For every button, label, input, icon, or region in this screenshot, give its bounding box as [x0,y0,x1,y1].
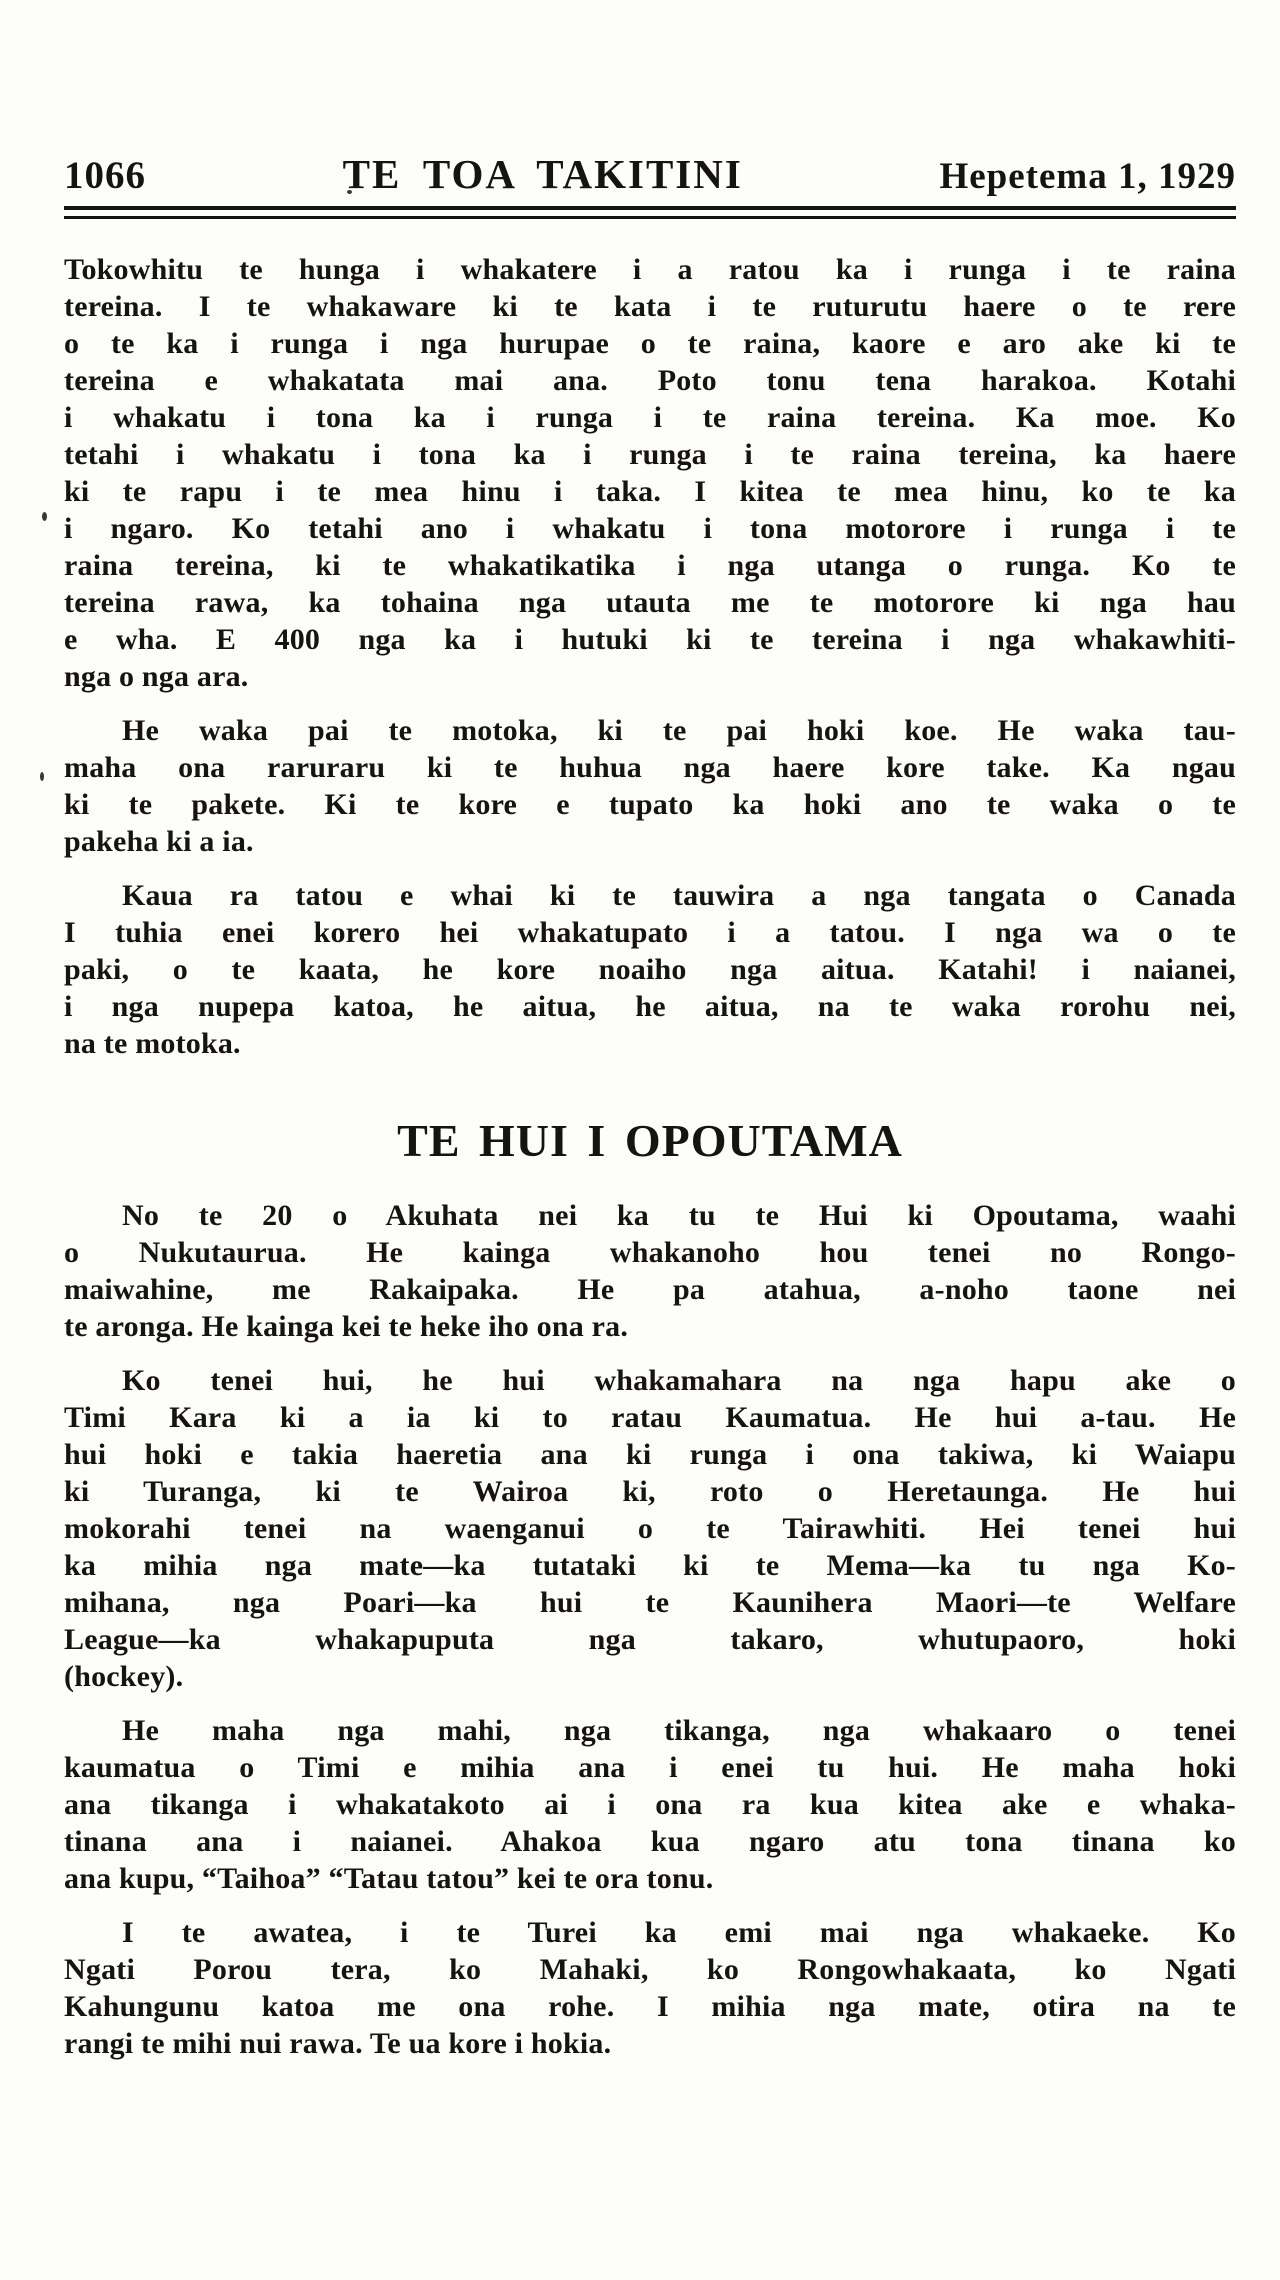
paragraph [64,1914,1236,2062]
scan-artifact [42,512,47,521]
text-line: pakeha ki a ia. [64,825,254,858]
text-line: i whakatu i tona ka i runga i te raina tereina. Ka moe. Ko [64,401,1236,434]
text-line: hui hoki e takia haeretia ana ki runga i ona takiwa, ki Waiapu [64,1438,1236,1471]
text-line: mokorahi tenei na waenganui o te Tairawhiti. Hei tenei hui [64,1512,1236,1545]
text-line: mihana, nga Poari—ka hui te Kaunihera Maori—te Welfare [64,1586,1236,1619]
article-sections [64,251,1236,2062]
text-line: tereina e whakatata mai ana. Poto tonu tena harakoa. Kotahi [64,364,1236,397]
text-line: i ngaro. Ko tetahi ano i whakatu i tona motorore i runga i te [64,512,1236,545]
masthead-rule [64,206,1236,219]
text-block [64,150,1236,2062]
text-line: na te motoka. [64,1027,241,1060]
text-line: i nga nupepa katoa, he aitua, he aitua, na te waka rorohu nei, [64,990,1236,1023]
issue-date: Hepetema 1, 1929 [939,156,1236,197]
text-line: maha ona raruraru ki te huhua nga haere kore take. Ka ngau [64,751,1236,784]
scan-artifact [40,772,44,781]
text-line: kaumatua o Timi e mihia ana i enei tu hui. He maha hoki [64,1751,1236,1784]
text-line: Kaua ra tatou e whai ki te tauwira a nga tangata o Canada [122,879,1236,912]
text-line: I te awatea, i te Turei ka emi mai nga whakaeke. Ko [122,1916,1236,1949]
paragraph [64,877,1236,1062]
text-line: maiwahine, me Rakaipaka. He pa atahua, a-noho taone nei [64,1273,1236,1306]
text-line: te aronga. He kainga kei te heke iho ona ra. [64,1310,629,1343]
text-line: tinana ana i naianei. Ahakoa kua ngaro atu tona tinana ko [64,1825,1236,1858]
section-heading: TE HUI I OPOUTAMA [397,1115,903,1166]
text-line: Tokowhitu te hunga i whakatere i a ratou ka i runga i te raina [64,253,1236,286]
masthead [64,150,1236,198]
text-line: Timi Kara ki a ia ki to ratau Kaumatua. He hui a-tau. He [64,1401,1236,1434]
text-line: ka mihia nga mate—ka tutataki ki te Mema—ka tu nga Ko- [64,1549,1236,1582]
text-line: o Nukutaurua. He kainga whakanoho hou tenei no Rongo- [64,1236,1236,1269]
text-line: ana tikanga i whakatakoto ai i ona ra kua kitea ake e whaka- [64,1788,1236,1821]
paragraph [64,1712,1236,1897]
text-line: o te ka i runga i nga hurupae o te raina, kaore e aro ake ki te [64,327,1236,360]
text-line: I tuhia enei korero hei whakatupato i a tatou. I nga wa o te [64,916,1236,949]
text-line: Kahungunu katoa me ona rohe. I mihia nga mate, otira na te [64,1990,1236,2023]
text-line: tereina rawa, ka tohaina nga utauta me te motorore ki nga hau [64,586,1236,619]
text-line: ana kupu, “Taihoa” “Tatau tatou” kei te ora tonu. [64,1862,714,1895]
text-line: ki te rapu i te mea hinu i taka. I kitea te mea hinu, ko te ka [64,475,1236,508]
text-line: No te 20 o Akuhata nei ka tu te Hui ki Opoutama, waahi [122,1199,1236,1232]
text-line: Ko tenei hui, he hui whakamahara na nga hapu ake o [122,1364,1236,1397]
text-line: rangi te mihi nui rawa. Te ua kore i hokia. [64,2027,612,2060]
page-number: 1066 [64,154,146,197]
text-line: ki Turanga, ki te Wairoa ki, roto o Heretaunga. He hui [64,1475,1236,1508]
paragraph [64,712,1236,860]
journal-title: TE TOA TAKITINI [342,151,743,197]
text-line: Ngati Porou tera, ko Mahaki, ko Rongowhakaata, ko Ngati [64,1953,1236,1986]
text-line: He waka pai te motoka, ki te pai hoki koe. He waka tau- [122,714,1236,747]
paragraph [64,1362,1236,1695]
text-line: e wha. E 400 nga ka i hutuki ki te tereina i nga whakawhiti- [64,623,1236,656]
text-line: paki, o te kaata, he kore noaiho nga aitua. Katahi! i naianei, [64,953,1236,986]
text-line: (hockey). [64,1660,184,1693]
paragraph [64,251,1236,695]
text-line: League—ka whakapuputa nga takaro, whutupaoro, hoki [64,1623,1236,1656]
paragraph [64,1197,1236,1345]
text-line: tetahi i whakatu i tona ka i runga i te raina tereina, ka haere [64,438,1236,471]
text-line: tereina. I te whakaware ki te kata i te ruturutu haere o te rere [64,290,1236,323]
text-line: raina tereina, ki te whakatikatika i nga utanga o runga. Ko te [64,549,1236,582]
text-line: He maha nga mahi, nga tikanga, nga whakaaro o tenei [122,1714,1236,1747]
text-line: ki te pakete. Ki te kore e tupato ka hoki ano te waka o te [64,788,1236,821]
text-line: nga o nga ara. [64,660,249,693]
